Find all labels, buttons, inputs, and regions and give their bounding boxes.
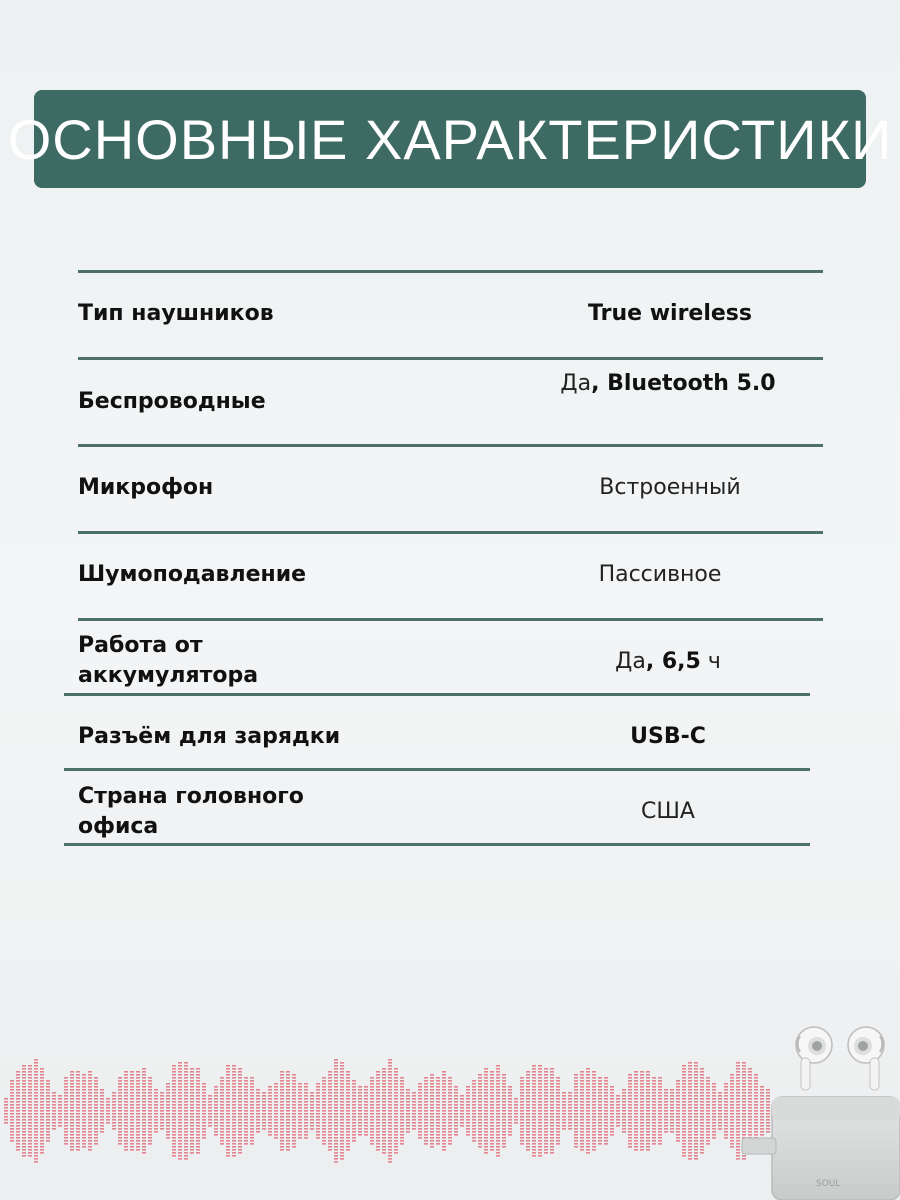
title-banner [7,90,893,188]
sound-wave-graphic [0,1035,780,1185]
left-earbud [796,1027,832,1090]
spec-value-country: США [641,799,695,824]
spec-value-microphone: Встроенный [599,475,741,500]
spec-label-noise: Шумоподавление [78,562,307,587]
divider [78,270,823,273]
spec-value-battery: Да, 6,5 ч [615,649,721,674]
spec-label-microphone: Микрофон [78,475,214,500]
divider [78,444,823,447]
spec-label-wireless: Беспроводные [78,389,266,414]
spec-label-connector: Разъём для зарядки [78,724,341,749]
page-title: ОСНОВНЫЕ ХАРАКТЕРИСТИКИ [7,107,893,171]
spec-value-noise: Пассивное [598,562,722,587]
divider [78,357,823,360]
spec-value-type: True wireless [588,301,752,326]
case-brand-logo: SOUL [816,1179,841,1189]
divider [78,531,823,534]
divider [64,768,810,771]
earbuds-product-image [738,1022,900,1200]
divider [78,618,823,621]
right-earbud [848,1027,884,1090]
spec-label-country: Страна головного офиса [78,784,304,839]
spec-label-type: Тип наушников [78,301,274,326]
divider [64,693,810,696]
spec-value-connector: USB-C [630,724,706,749]
spec-label-battery: Работа от аккумулятора [78,633,259,688]
divider [64,843,810,846]
spec-value-wireless: Да, Bluetooth 5.0 [560,371,776,396]
